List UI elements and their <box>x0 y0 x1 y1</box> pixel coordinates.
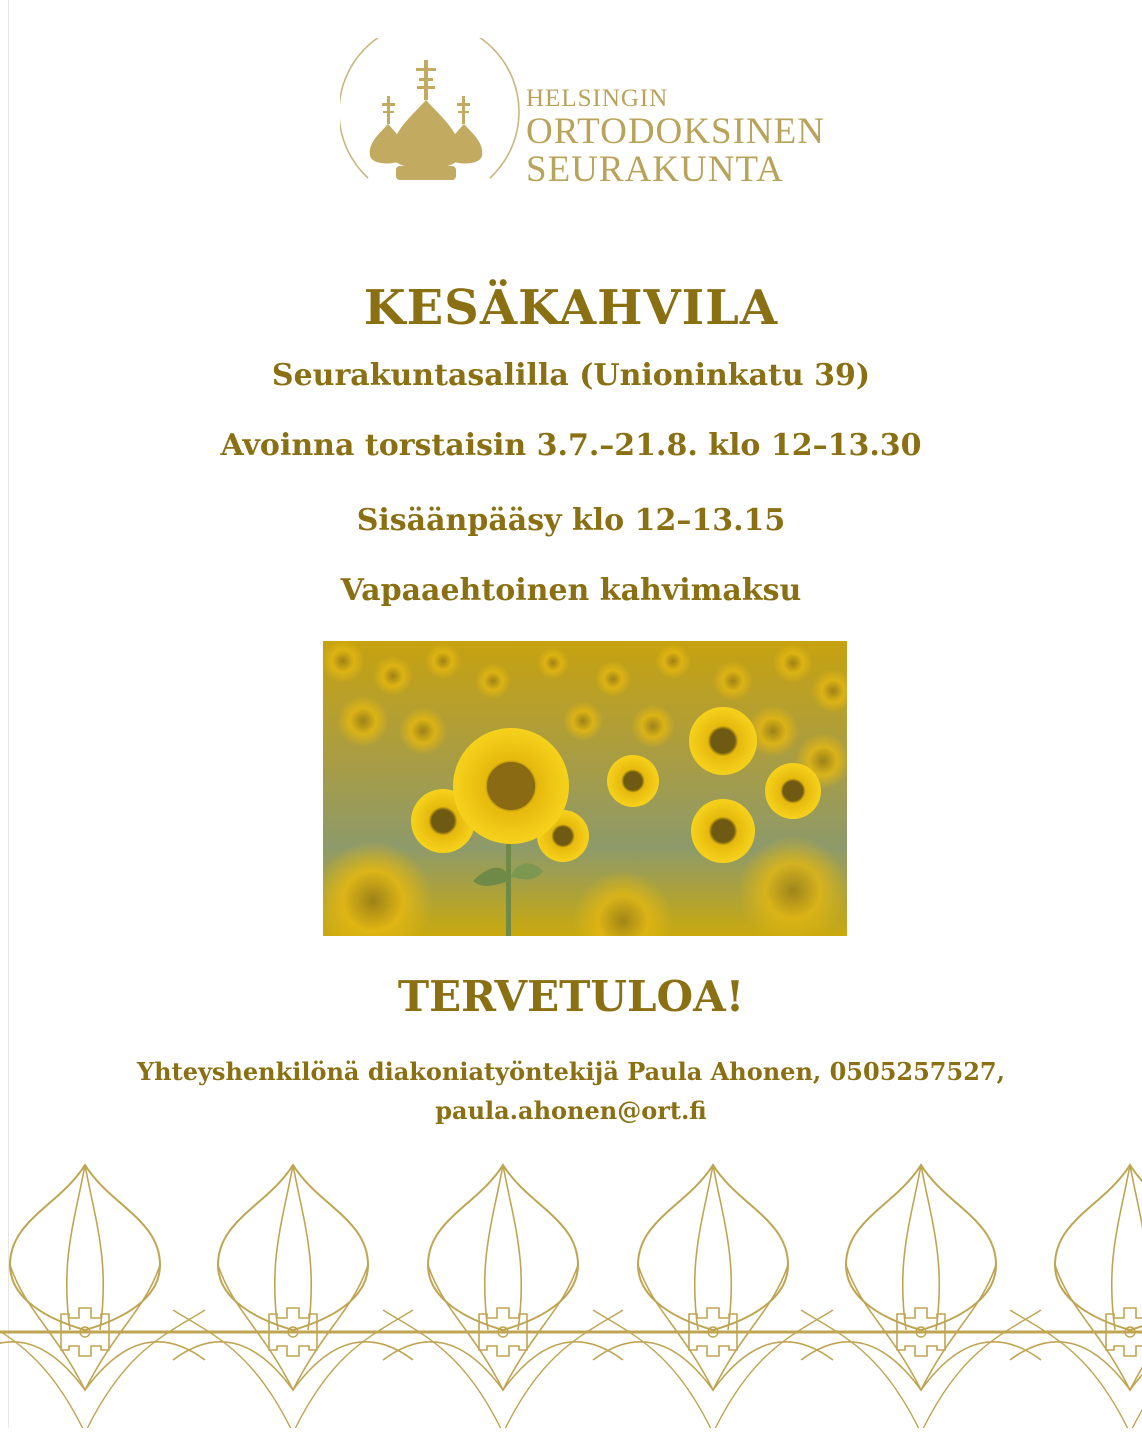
sunflower-field-image <box>323 641 847 936</box>
church-domes-icon <box>340 38 530 188</box>
welcome-text: TERVETULOA! <box>397 972 745 1021</box>
logo-text <box>526 86 825 188</box>
onion-dome-ornament <box>0 1155 1142 1428</box>
entry-text: Sisäänpääsy klo 12–13.15 <box>356 503 786 538</box>
location-text: Seurakuntasalilla (Unioninkatu 39) <box>271 358 871 393</box>
poster-title: KESÄKAHVILA <box>363 280 779 336</box>
contact-person-text: Yhteyshenkilönä diakoniatyöntekijä Paula Ahonen, 0505257527, <box>137 1057 1005 1086</box>
ornament-pattern <box>0 1155 1142 1428</box>
parish-logo <box>340 38 840 188</box>
sunflower-photo <box>323 641 847 936</box>
fee-text: Vapaaehtoinen kahvimaksu <box>340 573 802 608</box>
contact-email-text: paula.ahonen@ort.fi <box>435 1096 707 1125</box>
opening-hours-text: Avoinna torstaisin 3.7.–21.8. klo 12–13.30 <box>220 428 922 463</box>
logo-line-helsingin: HELSINGIN <box>526 85 669 112</box>
logo-line-ortodoksinen: ORTODOKSINEN <box>526 111 825 152</box>
logo-line-seurakunta: SEURAKUNTA <box>526 149 784 190</box>
